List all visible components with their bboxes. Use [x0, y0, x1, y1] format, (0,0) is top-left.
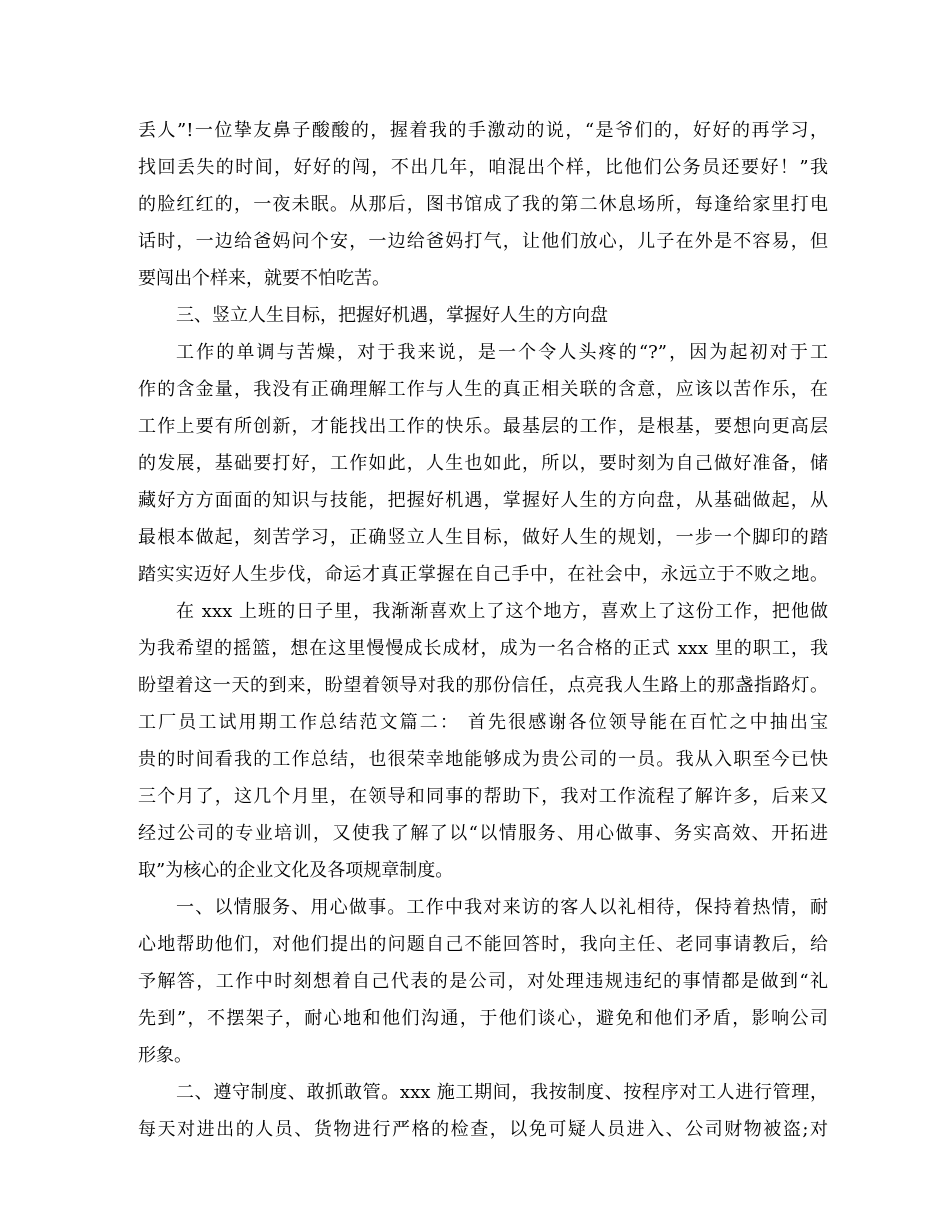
text-line: 话时，一边给爸妈问个安，一边给爸妈打气，让他们放心，儿子在外是不容易，但 — [138, 231, 828, 252]
text-line: 贵的时间看我的工作总结，也很荣幸地能够成为贵公司的一员。我从入职至今已快 — [138, 749, 828, 770]
text-line: 工作上要有所创新，才能找出工作的快乐。最基层的工作，是根基，要想向更高层 — [138, 416, 828, 437]
text-line: 的发展，基础要打好，工作如此，人生也如此，所以，要时刻为自己做好准备，储 — [138, 453, 828, 474]
text-line: 形象。 — [138, 1045, 192, 1066]
text-line: 的脸红红的，一夜未眠。从那后，图书馆成了我的第二休息场所，每逢给家里打电 — [138, 194, 828, 215]
text-line: 一、以情服务、用心做事。工作中我对来访的客人以礼相待，保持着热情，耐 — [176, 897, 828, 918]
text-line: 为我希望的摇篮，想在这里慢慢成长成材，成为一名合格的正式 xxx 里的职工，我 — [138, 638, 828, 659]
text-line: 取”为核心的企业文化及各项规章制度。 — [138, 860, 454, 881]
text-line: 每天对进出的人员、货物进行严格的检查，以免可疑人员进入、公司财物被盗;对 — [138, 1119, 828, 1140]
text-line: 找回丢失的时间，好好的闯，不出几年，咱混出个样，比他们公务员还要好！”我 — [138, 157, 828, 178]
text-line: 作的含金量，我没有正确理解工作与人生的真正相关联的含意，应该以苦作乐，在 — [138, 379, 828, 400]
text-line: 先到”，不摆架子，耐心地和他们沟通，于他们谈心，避免和他们矛盾，影响公司 — [138, 1008, 828, 1029]
text-line: 要闯出个样来，就要不怕吃苦。 — [138, 268, 390, 289]
text-line: 工厂员工试用期工作总结范文篇二： 首先很感谢各位领导能在百忙之中抽出宝 — [138, 712, 828, 733]
text-line: 经过公司的专业培训，又使我了解了以“以情服务、用心做事、务实高效、开拓进 — [138, 823, 828, 844]
text-line: 二、遵守制度、敢抓敢管。xxx 施工期间，我按制度、按程序对工人进行管理， — [176, 1082, 828, 1103]
text-line: 最根本做起，刻苦学习，正确竖立人生目标，做好人生的规划，一步一个脚印的踏 — [138, 527, 828, 548]
text-line: 藏好方方面面的知识与技能，把握好机遇，掌握好人生的方向盘，从基础做起，从 — [138, 490, 828, 511]
text-line: 三个月了，这几个月里，在领导和同事的帮助下，我对工作流程了解许多，后来又 — [138, 786, 828, 807]
text-line: 予解答，工作中时刻想着自己代表的是公司，对处理违规违纪的事情都是做到“礼 — [138, 971, 828, 992]
text-line: 心地帮助他们，对他们提出的问题自己不能回答时，我向主任、老同事请教后，给 — [138, 934, 828, 955]
text-line: 丢人”!一位挚友鼻子酸酸的，握着我的手激动的说，“是爷们的，好好的再学习， — [138, 120, 828, 141]
text-line: 工作的单调与苦燥，对于我来说，是一个令人头疼的“?”，因为起初对于工 — [176, 342, 828, 363]
text-line: 在 xxx 上班的日子里，我渐渐喜欢上了这个地方，喜欢上了这份工作，把他做 — [176, 601, 828, 622]
text-line: 盼望着这一天的到来，盼望着领导对我的那份信任，点亮我人生路上的那盏指路灯。 — [138, 675, 828, 696]
text-line: 踏实实迈好人生步伐，命运才真正掌握在自己手中，在社会中，永远立于不败之地。 — [138, 564, 828, 585]
section-heading: 三、竖立人生目标，把握好机遇，掌握好人生的方向盘 — [176, 305, 608, 326]
